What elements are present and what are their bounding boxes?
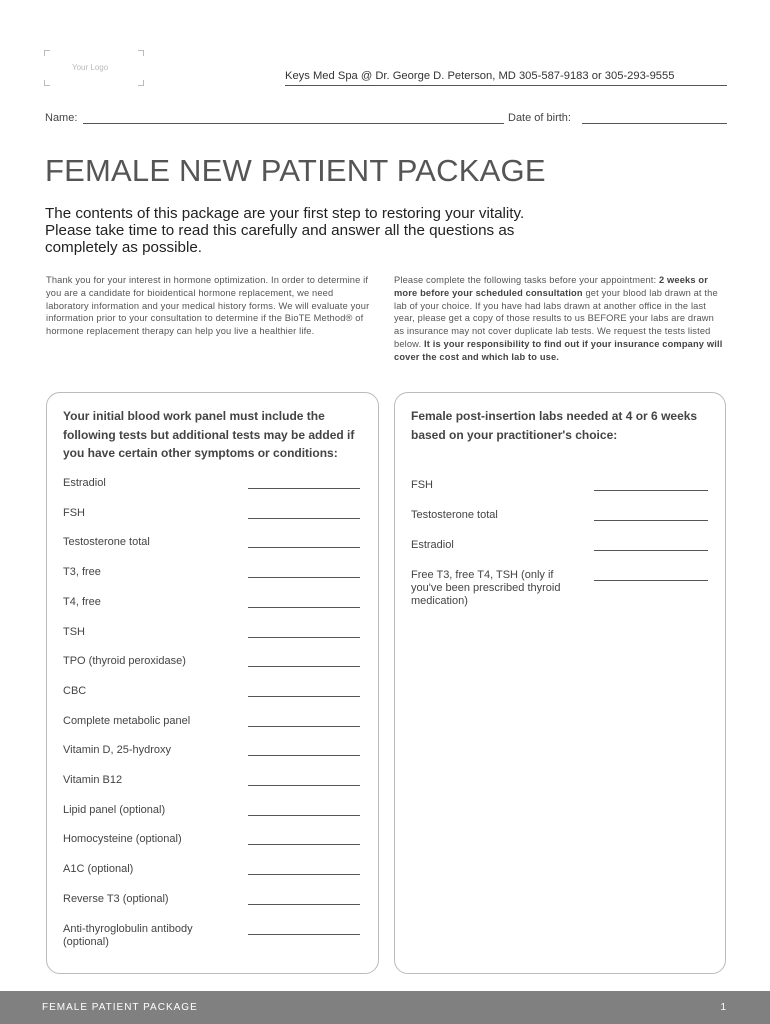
test-label: FSH [411,479,433,491]
logo-placeholder [44,50,144,86]
test-label: T3, free [63,566,101,579]
test-entry-line[interactable] [248,637,360,638]
right-paragraph-part1: Please complete the following tasks before your appointment: [394,275,659,285]
left-paragraph: Thank you for your interest in hormone optimization. In order to determine if you are a candidate for bioidentical hormone replacement, we need laboratory information and your medical history forms. We will evaluate your information prior to your consultation to determine if the BioTE Method® of hormone replacement therapy can help you live a healthier life. [46,275,370,337]
test-label: Vitamin B12 [63,774,123,786]
page-footer [0,991,770,1024]
test-entry-line[interactable] [248,815,360,816]
page-number: 1 [720,1002,726,1013]
test-entry-line[interactable] [594,580,708,581]
test-label: TSH [63,625,85,638]
dob-label: Date of birth: [508,112,571,124]
test-entry-line[interactable] [248,726,360,727]
test-entry-line[interactable] [248,607,360,608]
test-entry-line[interactable] [248,577,360,578]
name-label: Name: [45,112,78,124]
post-insertion-heading: Female post-insertion labs needed at 4 or 6 weeks based on your practitioner's choice: [411,409,698,442]
dob-field[interactable] [582,123,727,124]
test-entry-line[interactable] [594,490,708,491]
test-entry-line[interactable] [248,934,360,935]
test-label: Vitamin D, 25-hydroxy [63,744,172,757]
page-title: FEMALE NEW PATIENT PACKAGE [45,153,546,188]
test-entry-line[interactable] [248,488,360,489]
post-insertion-box [394,392,726,974]
test-entry-line[interactable] [248,844,360,845]
test-label: Free T3, free T4, TSH (only if you've been prescribed thyroid medication) [411,569,561,607]
logo-text: Your Logo [72,63,109,72]
initial-panel-box [46,392,379,974]
test-label: Complete metabolic panel [63,714,191,727]
test-label: Estradiol [411,539,454,551]
test-entry-line[interactable] [248,755,360,756]
test-entry-line[interactable] [248,874,360,875]
test-entry-line[interactable] [248,547,360,548]
test-label: Lipid panel (optional) [63,803,166,816]
test-label: A1C (optional) [63,863,134,876]
test-entry-line[interactable] [594,520,708,521]
test-label: Anti-thyroglobulin antibody (optional) [63,922,193,948]
clinic-info: Keys Med Spa @ Dr. George D. Peterson, MD 305-587-9183 or 305-293-9555 [285,70,727,86]
test-label: TPO (thyroid peroxidase) [63,655,186,668]
test-entry-line[interactable] [248,904,360,905]
test-label: FSH [63,506,85,519]
initial-panel-heading: Your initial blood work panel must include the following tests but additional tests may be added if you have certain other symptoms or conditions: [63,409,355,460]
test-label: CBC [63,684,87,697]
test-label: Estradiol [63,477,106,489]
patient-info-row [45,112,727,128]
test-entry-line[interactable] [248,518,360,519]
test-label: Testosterone total [411,509,498,521]
test-label: Reverse T3 (optional) [63,892,169,905]
test-entry-line[interactable] [248,785,360,786]
test-label: Testosterone total [63,536,150,549]
right-paragraph-part2: get your blood lab drawn at the lab of your choice. If you have had labs drawn at another office in the last year, please get a copy of those results to us BEFORE your labs are drawn as insurance may not cover duplicate lab tests. We request the tests listed below. [394,287,718,349]
test-entry-line[interactable] [248,696,360,697]
right-paragraph-bold2: It is your responsibility to find out if your insurance company will cover the cost and which lab to use. [394,338,723,362]
right-paragraph-bold1: 2 weeks or more before your scheduled consultation [394,275,709,298]
right-paragraph [394,274,724,364]
test-label: Homocysteine (optional) [63,833,182,846]
intro-text: The contents of this package are your first step to restoring your vitality. Please take time to read this carefully and answer all the questions as completely as possible. [45,205,525,256]
footer-label: FEMALE PATIENT PACKAGE [42,1002,198,1013]
test-entry-line[interactable] [594,550,708,551]
name-field[interactable] [83,123,504,124]
test-entry-line[interactable] [248,666,360,667]
test-label: T4, free [63,595,101,608]
